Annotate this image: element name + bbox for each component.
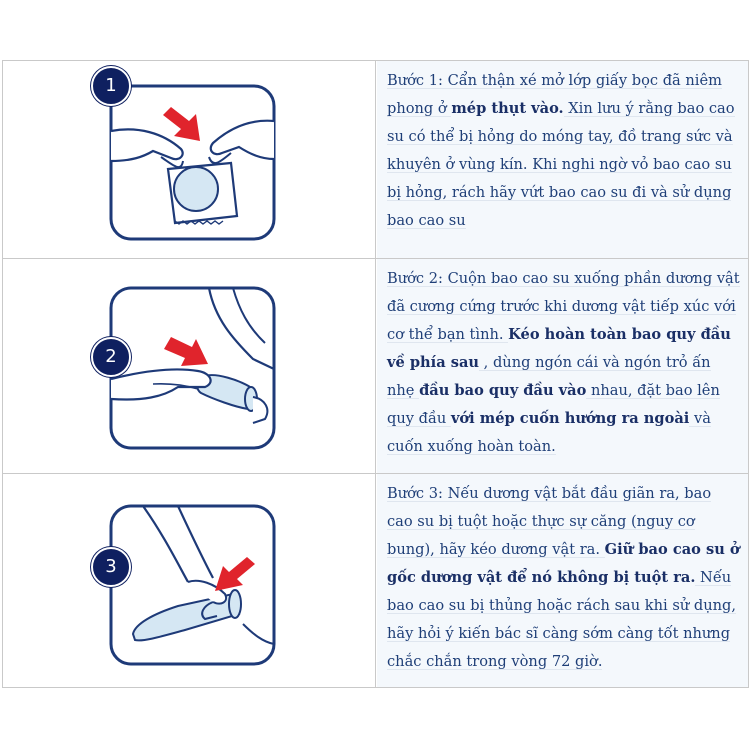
step-1-text (387, 67, 740, 235)
step-text-run: nhau, đặt bao lên quy đầu (387, 382, 720, 427)
step-3-number: 3 (105, 556, 117, 577)
step-3-badge (91, 547, 131, 587)
step-text-bold-run: với mép cuốn hướng ra ngoài (450, 410, 690, 427)
step-2-text (387, 265, 740, 461)
step-1-badge (91, 66, 131, 106)
step-row-3 (3, 474, 748, 687)
step-text-run: Xin lưu ý rằng bao cao su có thể bị hỏng do móng tay, đồ trang sức và khuyên ở vùng kín. Khi nghi ngờ vỏ bao cao su bị hỏng, rách hãy vứt bao cao su đi và sử dụng bao cao su (387, 100, 735, 229)
step-3-text (387, 480, 740, 676)
step-2-illustration-cell (3, 259, 376, 473)
step-2-text-cell (377, 259, 748, 473)
step-3-text-cell (377, 474, 748, 687)
step-text-bold-run: đầu bao quy đầu vào (419, 382, 587, 399)
step-row-2 (3, 259, 748, 474)
step-row-1 (3, 61, 748, 259)
step-text-run: Nếu bao cao su bị thủng hoặc rách sau khi sử dụng, hãy hỏi ý kiến bác sĩ càng sớm càng tốt nhưng chắc chắn trong vòng 72 giờ. (387, 569, 736, 670)
step-2-badge (91, 337, 131, 377)
step-text-bold-run: Kéo hoàn toàn bao quy đầu về phía sau (387, 326, 731, 371)
step-2-illustration (3, 259, 375, 474)
step-3-illustration-cell (3, 474, 376, 687)
step-text-run: Bước 1: Cẩn thận xé mở lớp giấy bọc đã niêm phong ở (387, 72, 722, 117)
step-3-illustration (3, 474, 375, 687)
step-text-run: và cuốn xuống hoàn toàn. (387, 410, 711, 455)
step-1-number: 1 (105, 75, 117, 96)
step-2-number: 2 (105, 346, 117, 367)
instruction-table (2, 60, 749, 688)
step-1-text-cell (377, 61, 748, 258)
step-text-bold-run: mép thụt vào. (451, 100, 564, 117)
step-text-run: Bước 3: Nếu dương vật bắt đầu giãn ra, bao cao su bị tuột hoặc thực sự căng (nguy cơ bung), hãy kéo dương vật ra. (387, 485, 712, 558)
step-text-bold-run: Giữ bao cao su ở gốc dương vật để nó không bị tuột ra. (387, 541, 740, 586)
step-1-illustration-cell (3, 61, 376, 258)
step-text-run: , dùng ngón cái và ngón trỏ ấn nhẹ (387, 354, 711, 399)
step-1-illustration (3, 61, 375, 259)
step-text-run: Bước 2: Cuộn bao cao su xuống phần dương vật đã cương cứng trước khi dương vật tiếp xúc với cơ thể bạn tình. (387, 270, 740, 343)
